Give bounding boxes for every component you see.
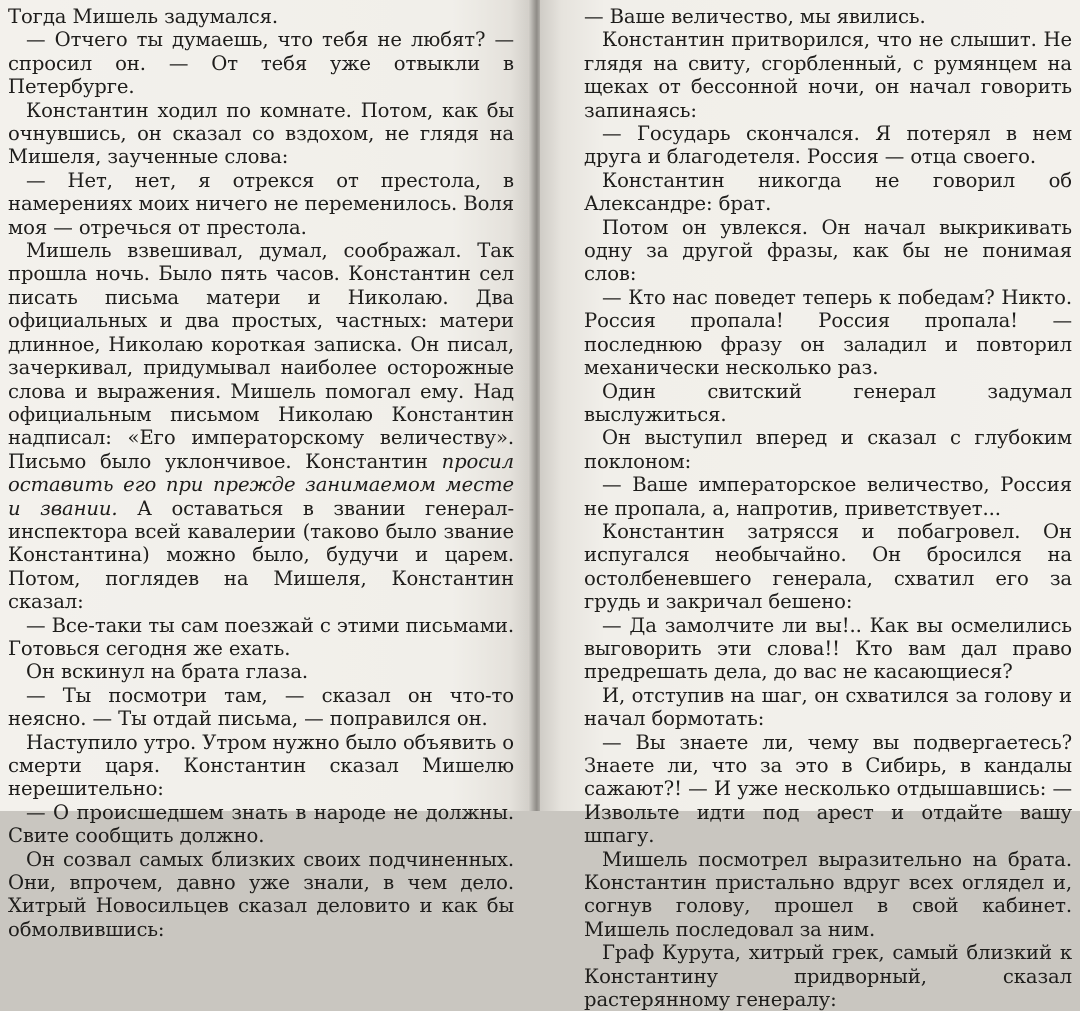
paragraph: Один свитский генерал задумал выслужиться. [584,379,1072,426]
paragraph: — О происшедшем знать в народе не должны. Свите сообщить должно. [8,800,514,848]
paragraph: Наступило утро. Утром нужно было объявить о смерти царя. Константин сказал Мишелю нерешительно: [8,730,514,801]
paragraph: И, отступив на шаг, он схватился за голову и начал бормотать: [584,683,1072,731]
paragraph: Константин притворился, что не слышит. Не глядя на свиту, сгорбленный, с румянцем на щеках от бессонной ночи, он начал говорить запинаясь: [584,28,1072,122]
paragraph: Он вскинул на брата глаза. [26,660,309,684]
paragraph: — Отчего ты думаешь, что тебя не любят? — спросил он. — От тебя уже отвыкли в Петербурге. [8,28,514,99]
paragraph: Граф Курута, хитрый грек, самый близкий к Константину придворный, сказал растерянному генералу: [584,941,1072,1011]
paragraph: — Вы знаете ли, чему вы подвергаетесь? Знаете ли, что за это в Сибирь, в кандалы сажают?! — И уже несколько отдышавшись: — Извольте идти под арест и отдайте вашу шпагу. [584,730,1072,848]
left-page-text [8,5,514,941]
paragraph: — Все-таки ты сам поезжай с этими письмами. Готовься сегодня же ехать. [8,613,514,660]
paragraph: — Ваше величество, мы явились. [584,5,926,28]
paragraph-text: Мишель взвешивал, думал, соображал. Так прошла ночь. Было пять часов. Константин сел писать письма матери и Николаю. Два официальных и два простых, частных: матери длинное, Николаю короткая записка. Он писал, зачеркивал, придумывал наиболее осторожные слова и выражения. Мишель помогал ему. Над официальным письмом Николаю Константин надписал: «Его императорскому величеству». Письмо было уклончивое. Константин [8,239,514,473]
paragraph: Он созвал самых близких своих подчиненных. Они, впрочем, давно уже знали, в чем дело. Хитрый Новосильцев сказал деловито и как бы обмолвившись: [8,847,514,941]
paragraph: — Ваше императорское величество, Россия не пропала, а, напротив, приветствует... [584,473,1072,520]
paragraph: Он выступил вперед и сказал с глубоким поклоном: [584,426,1072,473]
left-page [0,0,532,941]
paragraph: — Да замолчите ли вы!.. Как вы осмелились выговорить эти слова!! Кто вам дал право предрешать дела, до вас не касающиеся? [584,613,1072,684]
paragraph-text: А оставаться в звании генерал-инспектора всей кавалерии (таково было звание Константина) можно было, будучи и царем. Потом, поглядев на Мишеля, Константин сказал: [8,496,514,614]
right-page-text [584,5,1072,1011]
paragraph: — Ты посмотри там, — сказал он что-то неясно. — Ты отдай письма, — поправился он. [8,683,514,731]
paragraph: Константин никогда не говорил об Александре: брат. [584,168,1072,216]
paragraph: — Кто нас поведет теперь к победам? Никто. Россия пропала! Россия пропала! — последнюю фразу он заладил и повторил механически несколько раз. [584,285,1072,380]
paragraph: Мишель посмотрел выразительно на брата. Константин пристально вдруг всех оглядел и, согнув голову, прошел в свой кабинет. Мишель последовал за ним. [584,847,1072,941]
paragraph: Потом он увлекся. Он начал выкрикивать одну за другой фразы, как бы не понимая слов: [584,215,1072,286]
paragraph: Константин ходил по комнате. Потом, как бы очнувшись, он сказал со вздохом, не глядя на Мишеля, заученные слова: [8,98,514,169]
paragraph: — Нет, нет, я отрекся от престола, в намерениях моих ничего не переменилось. Воля моя — отречься от престола. [8,168,514,239]
paragraph: Константин затрясся и побагровел. Он испугался необычайно. Он бросился на остолбеневшего генерала, схватил его за грудь и закричал бешено: [584,519,1072,614]
paragraph [8,239,514,614]
italic-quote: просил оставить его при прежде занимаемом месте и звании. [8,449,514,520]
paragraph: Тогда Мишель задумался. [8,5,278,28]
right-page [540,0,1080,1011]
paragraph: — Государь скончался. Я потерял в нем друга и благодетеля. Россия — отца своего. [584,122,1072,169]
